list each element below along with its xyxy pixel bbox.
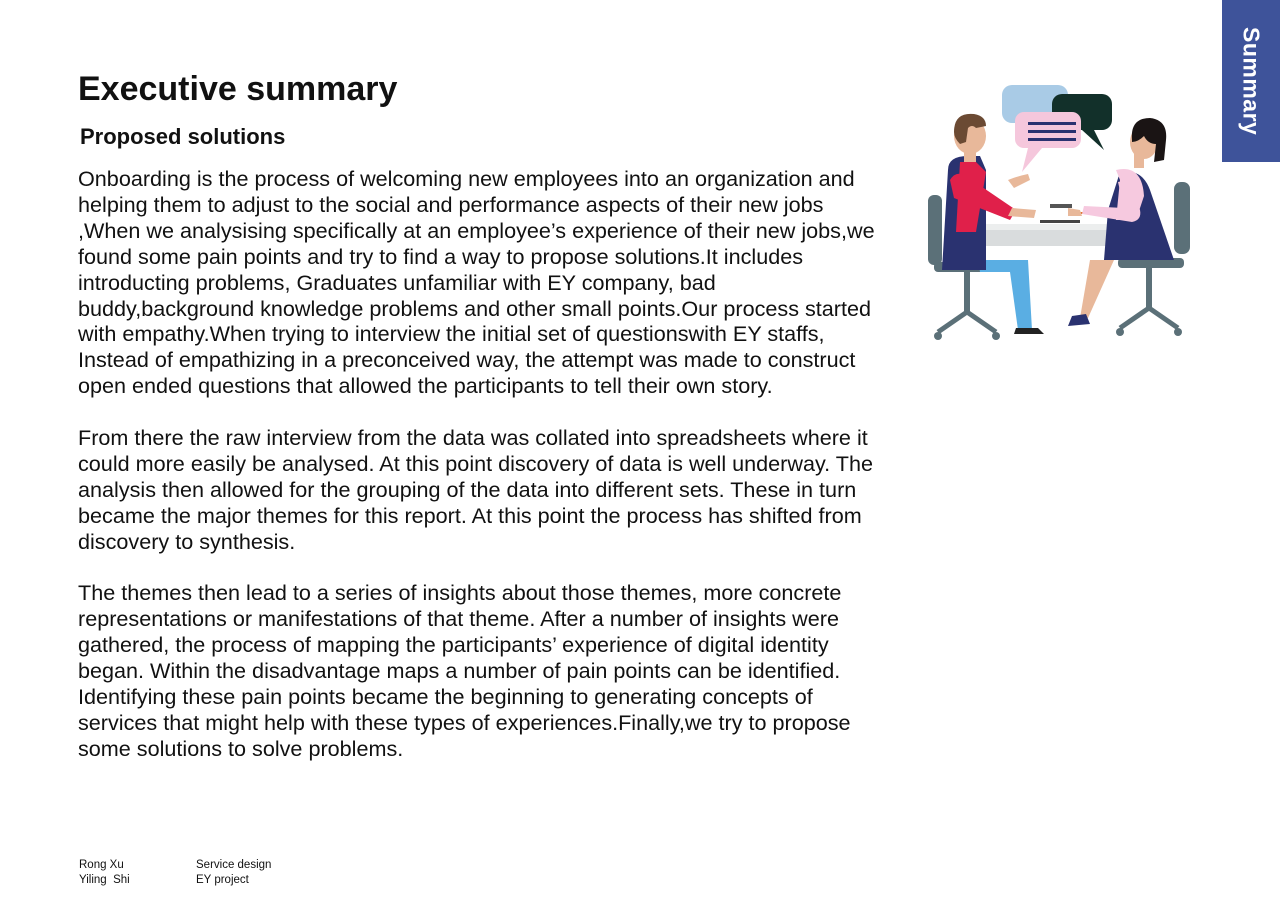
- author-2: Yiling Shi: [79, 874, 130, 886]
- business-meeting-illustration: [920, 80, 1200, 350]
- side-tab-label: Summary: [1238, 26, 1265, 136]
- paragraph-1: Onboarding is the process of welcoming new employees into an organization and helping them to adjust to the social and performance aspects of their new jobs ,When we analysising specifically at an employee’s experience of their new jobs,we found some pain points and try to find a way to propose solutions.It includes introducting problems, Graduates unfamiliar with EY company, bad buddy,background knowledge problems and other small points.Our process started with empathy.When trying to interview the initial set of questionswith EY staffs, Instead of empathizing in a preconceived way, the attempt was made to construct open ended questions that allowed the participants to tell their own story.: [78, 166, 875, 399]
- footer-project: [196, 858, 271, 888]
- author-1: Rong Xu: [79, 859, 124, 871]
- paragraph-3: The themes then lead to a series of insights about those themes, more concrete representations or manifestations of that theme. After a number of insights were gathered, the process of mapping the participants’ experience of digital identity began. Within the disadvantage maps a number of pain points can be identified. Identifying these pain points became the beginning to generating concepts of services that might help with these types of experiences.Finally,we try to propose some solutions to solve problems.: [78, 580, 851, 761]
- project-line-2: EY project: [196, 874, 249, 886]
- paragraph-2: From there the raw interview from the data was collated into spreadsheets where it could more easily be analysed. At this point discovery of data is well underway. The analysis then allowed for the grouping of the data into different sets. These in turn became the major themes for this report. At this point the process has shifted from discovery to synthesis.: [78, 425, 873, 554]
- woman-figure-icon: [1068, 118, 1174, 326]
- speech-bubbles-icon: [1002, 85, 1112, 172]
- summary-side-tab[interactable]: [1222, 0, 1280, 162]
- body-text: [78, 166, 888, 788]
- footer-authors: [79, 858, 130, 888]
- project-line-1: Service design: [196, 859, 272, 871]
- page-title: Executive summary: [78, 70, 398, 108]
- section-subtitle: Proposed solutions: [80, 124, 286, 149]
